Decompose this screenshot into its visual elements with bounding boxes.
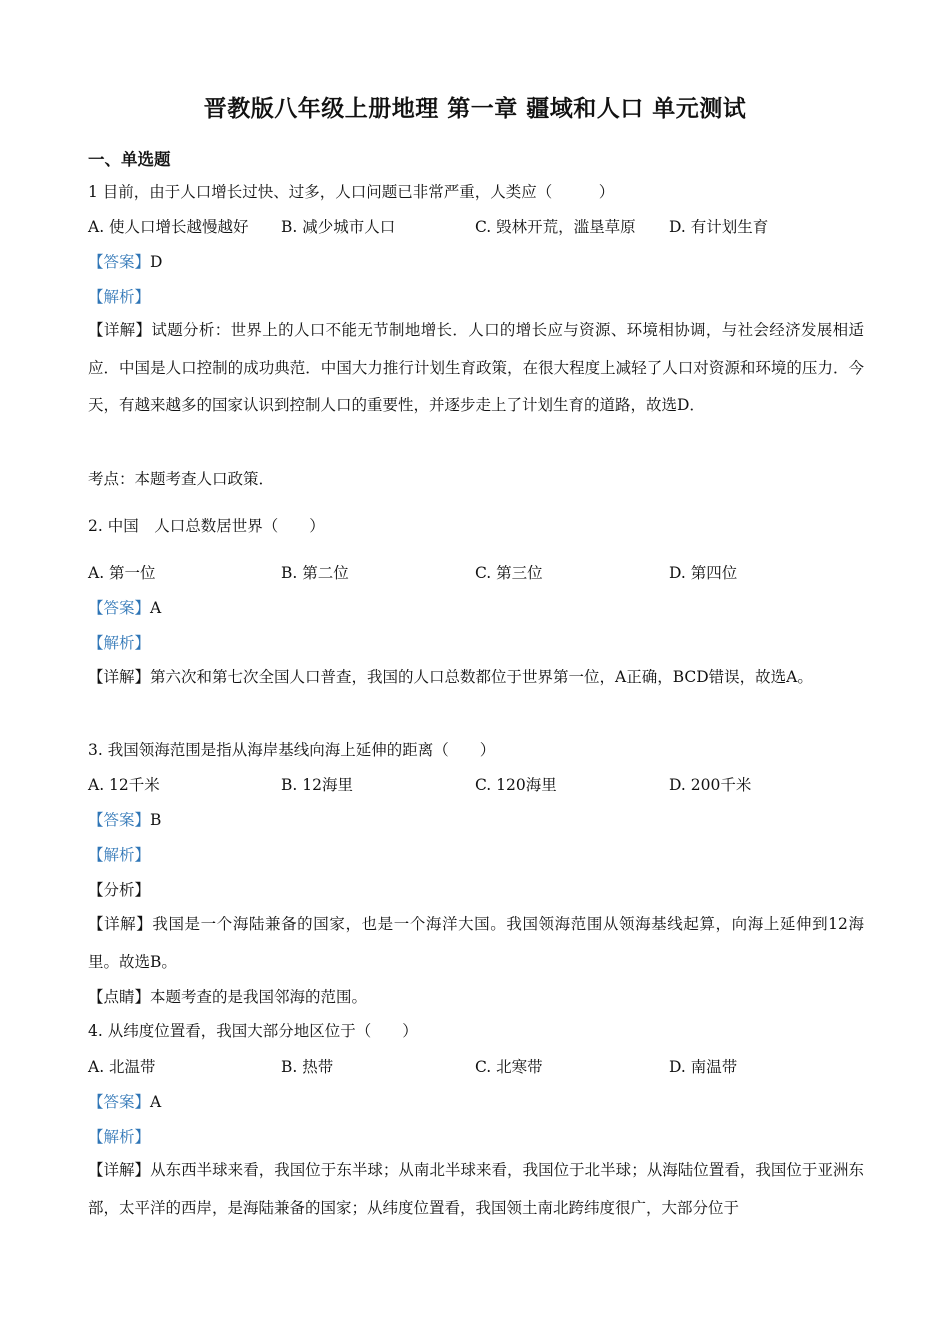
question-1-stem: 1 目前，由于人口增长过快、过多，人口问题已非常严重，人类应（ ）: [88, 183, 615, 201]
question-2-option-c: C. 第三位: [475, 564, 543, 582]
question-2-analysis-tag: 【解析】: [88, 634, 151, 652]
answer-tag: 【答案】: [88, 811, 151, 829]
question-3-option-b: B. 12海里: [281, 776, 353, 794]
question-4-option-b: B. 热带: [281, 1058, 334, 1076]
question-3-option-a: A. 12千米: [88, 776, 160, 794]
question-3-answer: [88, 810, 161, 830]
question-1-option-d: D. 有计划生育: [669, 218, 769, 236]
document-title: 晋教版八年级上册地理 第一章 疆域和人口 单元测试: [203, 95, 747, 122]
question-4-stem: 4. 从纬度位置看，我国大部分地区位于（ ）: [88, 1022, 418, 1040]
answer-value: A: [150, 599, 162, 617]
question-2-option-a: A. 第一位: [88, 564, 156, 582]
question-4-analysis-tag: 【解析】: [88, 1128, 151, 1146]
question-2-detail: 【详解】第六次和第七次全国人口普查，我国的人口总数都位于世界第一位，A正确，BCD错误，故选A。: [88, 668, 813, 686]
question-1-answer: [88, 252, 162, 272]
question-3-fenxi: 【分析】: [88, 881, 151, 899]
question-1-analysis-tag: 【解析】: [88, 288, 151, 306]
answer-value: A: [150, 1093, 162, 1111]
question-4-option-c: C. 北寒带: [475, 1058, 543, 1076]
answer-value: D: [150, 253, 163, 271]
answer-value: B: [150, 811, 162, 829]
question-3-dianjing: 【点睛】本题考查的是我国邻海的范围。: [88, 988, 368, 1006]
question-3-option-d: D. 200千米: [669, 776, 752, 794]
question-4-answer: [88, 1092, 161, 1112]
question-2-answer: [88, 598, 161, 618]
question-1-option-a: A. 使人口增长越慢越好: [88, 218, 249, 236]
section-heading: 一、单选题: [88, 150, 171, 169]
answer-tag: 【答案】: [88, 599, 151, 617]
question-3-option-c: C. 120海里: [475, 776, 557, 794]
answer-tag: 【答案】: [88, 253, 151, 271]
question-2-option-b: B. 第二位: [281, 564, 349, 582]
answer-tag: 【答案】: [88, 1093, 151, 1111]
question-2-option-d: D. 第四位: [669, 564, 738, 582]
question-4-option-a: A. 北温带: [88, 1058, 156, 1076]
question-1-option-c: C. 毁林开荒，滥垦草原: [475, 218, 636, 236]
question-4-option-d: D. 南温带: [669, 1058, 738, 1076]
question-2-stem: 2. 中国 人口总数居世界（ ）: [88, 517, 325, 535]
question-3-stem: 3. 我国领海范围是指从海岸基线向海上延伸的距离（ ）: [88, 741, 496, 759]
question-1-detail: 【详解】试题分析：世界上的人口不能无节制地增长．人口的增长应与资源、环境相协调，与社会经济发展相适应．中国是人口控制的成功典范．中国大力推行计划生育政策，在很大程度上减轻了人口对资源和环境的压力．今天，有越来越多的国家认识到控制人口的重要性，并逐步走上了计划生育的道路，故选D．: [88, 321, 864, 414]
question-4-detail: 【详解】从东西半球来看，我国位于东半球；从南北半球来看，我国位于北半球；从海陆位置看，我国位于亚洲东部，太平洋的西岸，是海陆兼备的国家；从纬度位置看，我国领土南北跨纬度很广，大部分位于: [88, 1161, 864, 1217]
question-3-analysis-tag: 【解析】: [88, 846, 151, 864]
question-3-detail: 【详解】我国是一个海陆兼备的国家，也是一个海洋大国。我国领海范围从领海基线起算，向海上延伸到12海里。故选B。: [88, 915, 864, 971]
question-1-point: 考点：本题考查人口政策．: [88, 470, 275, 488]
question-1-option-b: B. 减少城市人口: [281, 218, 396, 236]
